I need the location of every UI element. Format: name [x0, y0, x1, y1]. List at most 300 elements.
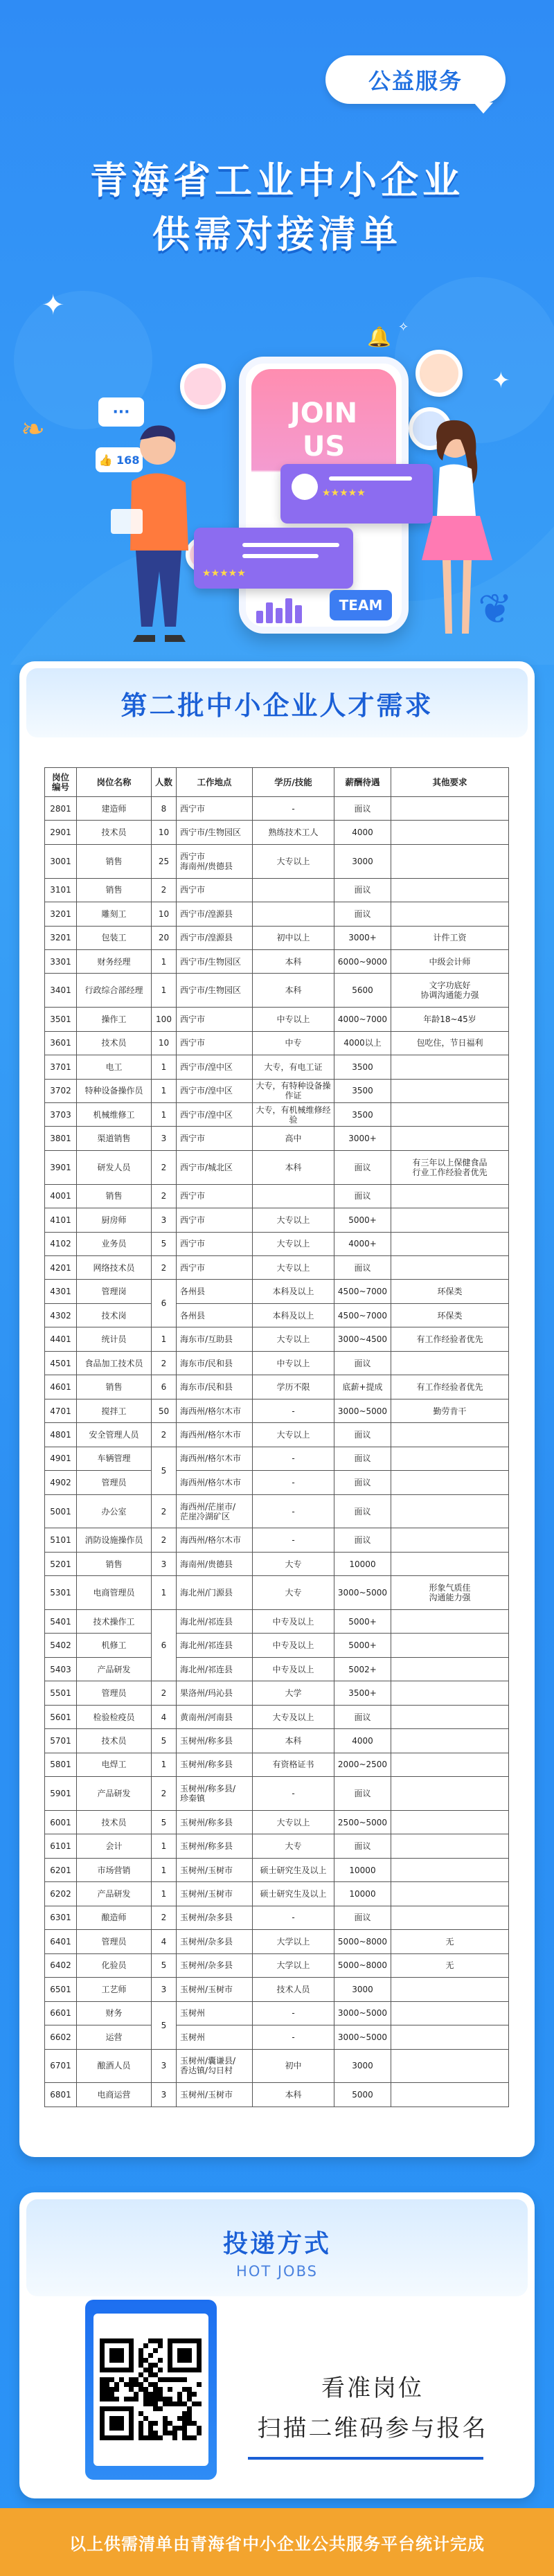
education-cell: 大专以上	[253, 1810, 334, 1834]
job-name-cell: 操作工	[77, 1008, 152, 1031]
table-row	[45, 1303, 509, 1327]
headcount-cell: 20	[152, 926, 177, 949]
job-id-cell: 4701	[45, 1399, 77, 1422]
education-cell: 本科	[253, 1729, 334, 1753]
salary-cell: 面议	[334, 1447, 391, 1470]
location-cell: 西宁市	[177, 1208, 253, 1232]
salary-cell: 3000	[334, 1978, 391, 2001]
job-id-cell: 6401	[45, 1930, 77, 1953]
headcount-cell: 10	[152, 902, 177, 926]
table-section-title: 第二批中小企业人才需求	[26, 668, 528, 737]
location-cell: 西宁市/生物园区	[177, 974, 253, 1008]
job-name-cell: 业务员	[77, 1232, 152, 1255]
requirement-cell	[391, 2049, 509, 2083]
education-cell: 大专以上	[253, 1256, 334, 1280]
job-id-cell: 2801	[45, 797, 77, 821]
job-id-cell: 3901	[45, 1150, 77, 1184]
requirement-cell: 无	[391, 1930, 509, 1953]
job-id-cell: 6801	[45, 2083, 77, 2107]
education-cell: 本科及以上	[253, 1280, 334, 1303]
location-cell: 西宁市/湟中区	[177, 1103, 253, 1127]
salary-cell: 3500	[334, 1103, 391, 1127]
salary-cell: 面议	[334, 1150, 391, 1184]
headcount-cell: 3	[152, 1552, 177, 1575]
salary-cell: 2000~2500	[334, 1753, 391, 1776]
headcount-cell: 1	[152, 1858, 177, 1881]
education-cell: 大专	[253, 1552, 334, 1575]
table-row	[45, 1471, 509, 1494]
avatar	[180, 364, 226, 409]
job-id-cell: 4601	[45, 1375, 77, 1399]
salary-cell: 5002+	[334, 1657, 391, 1681]
chat-bubble-icon: ···	[98, 397, 144, 427]
headcount-cell: 5	[152, 1232, 177, 1255]
salary-cell: 10000	[334, 1552, 391, 1575]
job-id-cell: 4302	[45, 1303, 77, 1327]
job-name-cell: 技术岗	[77, 1303, 152, 1327]
thumbs-up-icon: 👍	[98, 453, 113, 467]
table-row	[45, 1552, 509, 1575]
job-id-cell: 4501	[45, 1351, 77, 1375]
job-name-cell: 会计	[77, 1834, 152, 1858]
job-id-cell: 3201	[45, 926, 77, 949]
job-id-cell: 6602	[45, 2025, 77, 2049]
job-name-cell: 技术员	[77, 1729, 152, 1753]
job-name-cell: 销售	[77, 1375, 152, 1399]
table-row	[45, 1494, 509, 1528]
job-id-cell: 6601	[45, 2001, 77, 2025]
requirement-cell	[391, 1471, 509, 1494]
table-row	[45, 1232, 509, 1255]
headcount-cell: 2	[152, 878, 177, 902]
job-id-cell: 3301	[45, 950, 77, 974]
education-cell: -	[253, 1777, 334, 1811]
salary-cell: 面议	[334, 797, 391, 821]
job-id-cell: 3501	[45, 1008, 77, 1031]
job-name-cell: 技术员	[77, 821, 152, 844]
education-cell: 有资格证书	[253, 1753, 334, 1776]
salary-cell: 5000+	[334, 1609, 391, 1633]
job-id-cell: 5601	[45, 1705, 77, 1728]
education-cell: -	[253, 1906, 334, 1929]
rating-stars-icon: ★★★★★	[322, 488, 366, 499]
education-cell: 本科	[253, 1150, 334, 1184]
job-id-cell: 3701	[45, 1055, 77, 1079]
headcount-cell: 10	[152, 821, 177, 844]
headcount-cell: 100	[152, 1008, 177, 1031]
education-cell: 大专，有机械维修经验	[253, 1103, 334, 1127]
join-us-text	[251, 397, 396, 463]
education-cell: 大专，有电工证	[253, 1055, 334, 1079]
headcount-cell: 1	[152, 1834, 177, 1858]
job-id-cell: 5701	[45, 1729, 77, 1753]
table-row	[45, 950, 509, 974]
requirement-cell	[391, 1681, 509, 1705]
education-cell: 熟练技术工人	[253, 821, 334, 844]
job-name-cell: 市场营销	[77, 1858, 152, 1881]
job-id-cell: 6001	[45, 1810, 77, 1834]
rating-stars-icon: ★★★★★	[202, 568, 246, 579]
education-cell: 大专以上	[253, 1232, 334, 1255]
requirement-cell	[391, 902, 509, 926]
bell-icon: 🔔	[367, 325, 391, 348]
headcount-cell: 6	[152, 1280, 177, 1327]
salary-cell: 3000~5000	[334, 2025, 391, 2049]
headcount-cell: 5	[152, 1953, 177, 1977]
headcount-cell: 2	[152, 1528, 177, 1552]
requirement-cell: 有三年以上保健食品 行业工作经验者优先	[391, 1150, 509, 1184]
headcount-cell: 1	[152, 1882, 177, 1906]
education-cell: 本科	[253, 2083, 334, 2107]
location-cell: 海西州/格尔木市	[177, 1471, 253, 1494]
headcount-cell: 5	[152, 2001, 177, 2049]
job-name-cell: 办公室	[77, 1494, 152, 1528]
location-cell: 西宁市/湟中区	[177, 1079, 253, 1102]
salary-cell: 面议	[334, 1351, 391, 1375]
job-name-cell: 化验员	[77, 1953, 152, 1977]
salary-cell: 2500~5000	[334, 1810, 391, 1834]
salary-cell: 面议	[334, 1256, 391, 1280]
location-cell: 玉树州/囊谦县/ 香达镇/勾日村	[177, 2049, 253, 2083]
table-row	[45, 1423, 509, 1447]
table-row	[45, 1810, 509, 1834]
location-cell: 西宁市	[177, 1127, 253, 1150]
headcount-cell: 3	[152, 1978, 177, 2001]
requirement-cell	[391, 2083, 509, 2107]
job-id-cell: 3703	[45, 1103, 77, 1127]
instruction-line2: 扫描二维码参与报名	[257, 2415, 488, 2442]
education-cell: 高中	[253, 1127, 334, 1150]
salary-cell: 3000~4500	[334, 1327, 391, 1351]
table-row	[45, 1008, 509, 1031]
location-cell: 西宁市	[177, 1232, 253, 1255]
education-cell: -	[253, 1528, 334, 1552]
headcount-cell: 8	[152, 797, 177, 821]
job-id-cell: 6201	[45, 1858, 77, 1881]
job-name-cell: 搅拌工	[77, 1399, 152, 1422]
table-row	[45, 844, 509, 878]
location-cell: 玉树州/杂多县	[177, 1930, 253, 1953]
job-name-cell: 机械维修工	[77, 1103, 152, 1127]
hero-banner	[0, 0, 554, 665]
job-name-cell: 技术员	[77, 1810, 152, 1834]
job-id-cell: 6202	[45, 1882, 77, 1906]
headcount-cell: 4	[152, 1930, 177, 1953]
salary-cell: 面议	[334, 1834, 391, 1858]
qr-code-frame	[85, 2300, 217, 2480]
headcount-cell: 6	[152, 1609, 177, 1681]
table-row	[45, 1208, 509, 1232]
education-cell: 中专以上	[253, 1008, 334, 1031]
job-id-cell: 4001	[45, 1184, 77, 1208]
salary-cell: 面议	[334, 1777, 391, 1811]
job-id-cell: 5201	[45, 1552, 77, 1575]
education-cell: 中专以上	[253, 1351, 334, 1375]
table-row	[45, 1399, 509, 1422]
table-row	[45, 1528, 509, 1552]
requirement-cell: 有工作经验者优先	[391, 1327, 509, 1351]
salary-cell: 面议	[334, 1423, 391, 1447]
salary-cell: 5600	[334, 974, 391, 1008]
location-cell: 西宁市/城北区	[177, 1150, 253, 1184]
requirement-cell: 形象气质佳 沟通能力强	[391, 1576, 509, 1610]
job-name-cell: 销售	[77, 1552, 152, 1575]
requirement-cell: 文字功底好 协调沟通能力强	[391, 974, 509, 1008]
location-cell: 海南州/贵德县	[177, 1552, 253, 1575]
education-cell: 大专以上	[253, 1208, 334, 1232]
job-id-cell: 6301	[45, 1906, 77, 1929]
job-id-cell: 3101	[45, 878, 77, 902]
job-name-cell: 财务	[77, 2001, 152, 2025]
job-name-cell: 检验检疫员	[77, 1705, 152, 1728]
education-cell: 中专及以上	[253, 1609, 334, 1633]
education-cell: 大学以上	[253, 1930, 334, 1953]
education-cell: -	[253, 797, 334, 821]
text-placeholder-line	[329, 476, 412, 481]
table-row	[45, 1375, 509, 1399]
job-name-cell: 电工	[77, 1055, 152, 1079]
salary-cell: 4000以上	[334, 1031, 391, 1055]
table-row	[45, 1930, 509, 1953]
text-placeholder-line	[242, 543, 339, 547]
education-cell: 中专	[253, 1031, 334, 1055]
table-row	[45, 1978, 509, 2001]
location-cell: 玉树州/玉树市	[177, 1978, 253, 2001]
location-cell: 海北州/祁连县	[177, 1657, 253, 1681]
requirement-cell	[391, 1810, 509, 1834]
profile-card	[194, 528, 353, 589]
salary-cell: 10000	[334, 1858, 391, 1881]
location-cell: 海东市/民和县	[177, 1375, 253, 1399]
requirement-cell	[391, 1657, 509, 1681]
job-id-cell: 6501	[45, 1978, 77, 2001]
salary-cell: 面议	[334, 1494, 391, 1528]
education-cell	[253, 1184, 334, 1208]
location-cell: 西宁市	[177, 878, 253, 902]
salary-cell: 3000~5000	[334, 1576, 391, 1610]
location-cell: 西宁市/湟源县	[177, 926, 253, 949]
job-name-cell: 管理员	[77, 1930, 152, 1953]
job-name-cell: 网络技术员	[77, 1256, 152, 1280]
requirement-cell	[391, 1127, 509, 1150]
salary-cell: 5000~8000	[334, 1930, 391, 1953]
headcount-cell: 3	[152, 1208, 177, 1232]
education-cell: 大专	[253, 1576, 334, 1610]
job-id-cell: 4902	[45, 1471, 77, 1494]
table-row	[45, 1882, 509, 1906]
job-name-cell: 运营	[77, 2025, 152, 2049]
requirement-cell: 年龄18~45岁	[391, 1008, 509, 1031]
page-title-line2: 供需对接清单	[152, 213, 402, 256]
salary-cell: 3000+	[334, 1127, 391, 1150]
requirement-cell	[391, 1351, 509, 1375]
salary-cell: 面议	[334, 878, 391, 902]
job-name-cell: 财务经理	[77, 950, 152, 974]
location-cell: 玉树州/玉树市	[177, 2083, 253, 2107]
headcount-cell: 1	[152, 1327, 177, 1351]
table-row	[45, 1777, 509, 1811]
location-cell: 海西州/格尔木市	[177, 1528, 253, 1552]
job-id-cell: 3702	[45, 1079, 77, 1102]
table-row	[45, 1753, 509, 1776]
headcount-cell: 1	[152, 1576, 177, 1610]
salary-cell: 3500+	[334, 1681, 391, 1705]
education-cell: 本科	[253, 950, 334, 974]
table-row	[45, 1327, 509, 1351]
location-cell: 西宁市/湟中区	[177, 1055, 253, 1079]
location-cell: 玉树州	[177, 2001, 253, 2025]
column-header-education: 学历/技能	[253, 768, 334, 797]
education-cell: -	[253, 1494, 334, 1528]
table-row	[45, 1609, 509, 1633]
headcount-cell: 5	[152, 1447, 177, 1494]
job-id-cell: 4401	[45, 1327, 77, 1351]
education-cell: 硕士研究生及以上	[253, 1858, 334, 1881]
requirement-cell	[391, 1208, 509, 1232]
requirement-cell	[391, 1834, 509, 1858]
location-cell: 海北州/祁连县	[177, 1609, 253, 1633]
salary-cell: 面议	[334, 1528, 391, 1552]
education-cell: -	[253, 2025, 334, 2049]
column-header-salary: 薪酬待遇	[334, 768, 391, 797]
education-cell: -	[253, 1447, 334, 1470]
table-row	[45, 821, 509, 844]
qr-code[interactable]	[93, 2314, 208, 2466]
table-row	[45, 878, 509, 902]
location-cell: 海西州/格尔木市	[177, 1447, 253, 1470]
table-row	[45, 1657, 509, 1681]
requirement-cell	[391, 821, 509, 844]
sparkle-icon: ✦	[492, 367, 510, 393]
salary-cell: 3500	[334, 1055, 391, 1079]
headcount-cell: 3	[152, 2049, 177, 2083]
requirement-cell	[391, 1906, 509, 1929]
location-cell: 西宁市/生物园区	[177, 950, 253, 974]
requirement-cell	[391, 2001, 509, 2025]
team-label: TEAM	[330, 590, 392, 620]
requirement-cell	[391, 1729, 509, 1753]
table-row	[45, 1953, 509, 1977]
sparkle-icon: ✧	[398, 320, 409, 334]
headcount-cell: 1	[152, 950, 177, 974]
location-cell: 西宁市/湟源县	[177, 902, 253, 926]
table-row	[45, 1634, 509, 1657]
requirement-cell	[391, 1753, 509, 1776]
salary-cell: 3000+	[334, 926, 391, 949]
education-cell: 大专以上	[253, 1327, 334, 1351]
leaf-icon: ❦	[478, 585, 513, 634]
salary-cell: 5000~8000	[334, 1953, 391, 1977]
education-cell: 初中	[253, 2049, 334, 2083]
column-header-location: 工作地点	[177, 768, 253, 797]
location-cell: 玉树州/玉树市	[177, 1858, 253, 1881]
table-row	[45, 2025, 509, 2049]
job-id-cell: 5402	[45, 1634, 77, 1657]
job-name-cell: 食品加工技术员	[77, 1351, 152, 1375]
job-id-cell: 5301	[45, 1576, 77, 1610]
salary-cell: 底薪+提成	[334, 1375, 391, 1399]
column-header-other: 其他要求	[391, 768, 509, 797]
location-cell: 西宁市	[177, 1184, 253, 1208]
job-id-cell: 3001	[45, 844, 77, 878]
job-id-cell: 4201	[45, 1256, 77, 1280]
table-row	[45, 1729, 509, 1753]
job-name-cell: 销售	[77, 844, 152, 878]
job-id-cell: 4101	[45, 1208, 77, 1232]
requirement-cell	[391, 797, 509, 821]
headcount-cell: 1	[152, 974, 177, 1008]
salary-cell: 面议	[334, 1906, 391, 1929]
requirement-cell	[391, 1103, 509, 1127]
submission-card	[19, 2192, 535, 2498]
table-row	[45, 2083, 509, 2107]
job-name-cell: 管理岗	[77, 1280, 152, 1303]
join-label: JOIN	[289, 397, 358, 429]
job-id-cell: 5403	[45, 1657, 77, 1681]
education-cell: 中专及以上	[253, 1657, 334, 1681]
education-cell	[253, 902, 334, 926]
requirement-cell	[391, 1055, 509, 1079]
sparkle-icon: ✦	[42, 289, 65, 321]
requirement-cell: 中级会计师	[391, 950, 509, 974]
location-cell: 海西州/格尔木市	[177, 1423, 253, 1447]
job-name-cell: 机修工	[77, 1634, 152, 1657]
table-row	[45, 974, 509, 1008]
requirement-cell	[391, 1256, 509, 1280]
requirement-cell	[391, 1777, 509, 1811]
location-cell: 玉树州/玉树市	[177, 1882, 253, 1906]
job-name-cell: 厨房师	[77, 1208, 152, 1232]
location-cell: 西宁市	[177, 1008, 253, 1031]
table-row	[45, 2049, 509, 2083]
avatar	[292, 474, 318, 500]
table-row	[45, 1127, 509, 1150]
location-cell: 西宁市	[177, 797, 253, 821]
requirement-cell	[391, 1528, 509, 1552]
job-id-cell: 4801	[45, 1423, 77, 1447]
requirement-cell: 有工作经验者优先	[391, 1375, 509, 1399]
table-header-row	[45, 768, 509, 797]
talent-demand-card	[19, 661, 535, 2157]
job-id-cell: 5501	[45, 1681, 77, 1705]
table-row	[45, 1576, 509, 1610]
job-id-cell: 5101	[45, 1528, 77, 1552]
location-cell: 果洛州/玛沁县	[177, 1681, 253, 1705]
job-id-cell: 5901	[45, 1777, 77, 1811]
headcount-cell: 5	[152, 1810, 177, 1834]
requirement-cell	[391, 1634, 509, 1657]
job-id-cell: 3401	[45, 974, 77, 1008]
location-cell: 玉树州/称多县	[177, 1834, 253, 1858]
table-row	[45, 1705, 509, 1728]
location-cell: 玉树州/称多县	[177, 1753, 253, 1776]
requirement-cell	[391, 844, 509, 878]
job-name-cell: 产品研发	[77, 1657, 152, 1681]
table-body	[45, 797, 509, 2107]
likes-count: 168	[116, 453, 140, 467]
table-row	[45, 2001, 509, 2025]
job-name-cell: 销售	[77, 1184, 152, 1208]
job-id-cell: 5801	[45, 1753, 77, 1776]
location-cell: 海东市/互助县	[177, 1327, 253, 1351]
job-id-cell: 4301	[45, 1280, 77, 1303]
headcount-cell: 2	[152, 1150, 177, 1184]
education-cell: 大专，有特种设备操作证	[253, 1079, 334, 1102]
job-name-cell: 雕刻工	[77, 902, 152, 926]
divider	[248, 2457, 483, 2460]
education-cell: 本科及以上	[253, 1303, 334, 1327]
text-placeholder-line	[242, 554, 319, 558]
